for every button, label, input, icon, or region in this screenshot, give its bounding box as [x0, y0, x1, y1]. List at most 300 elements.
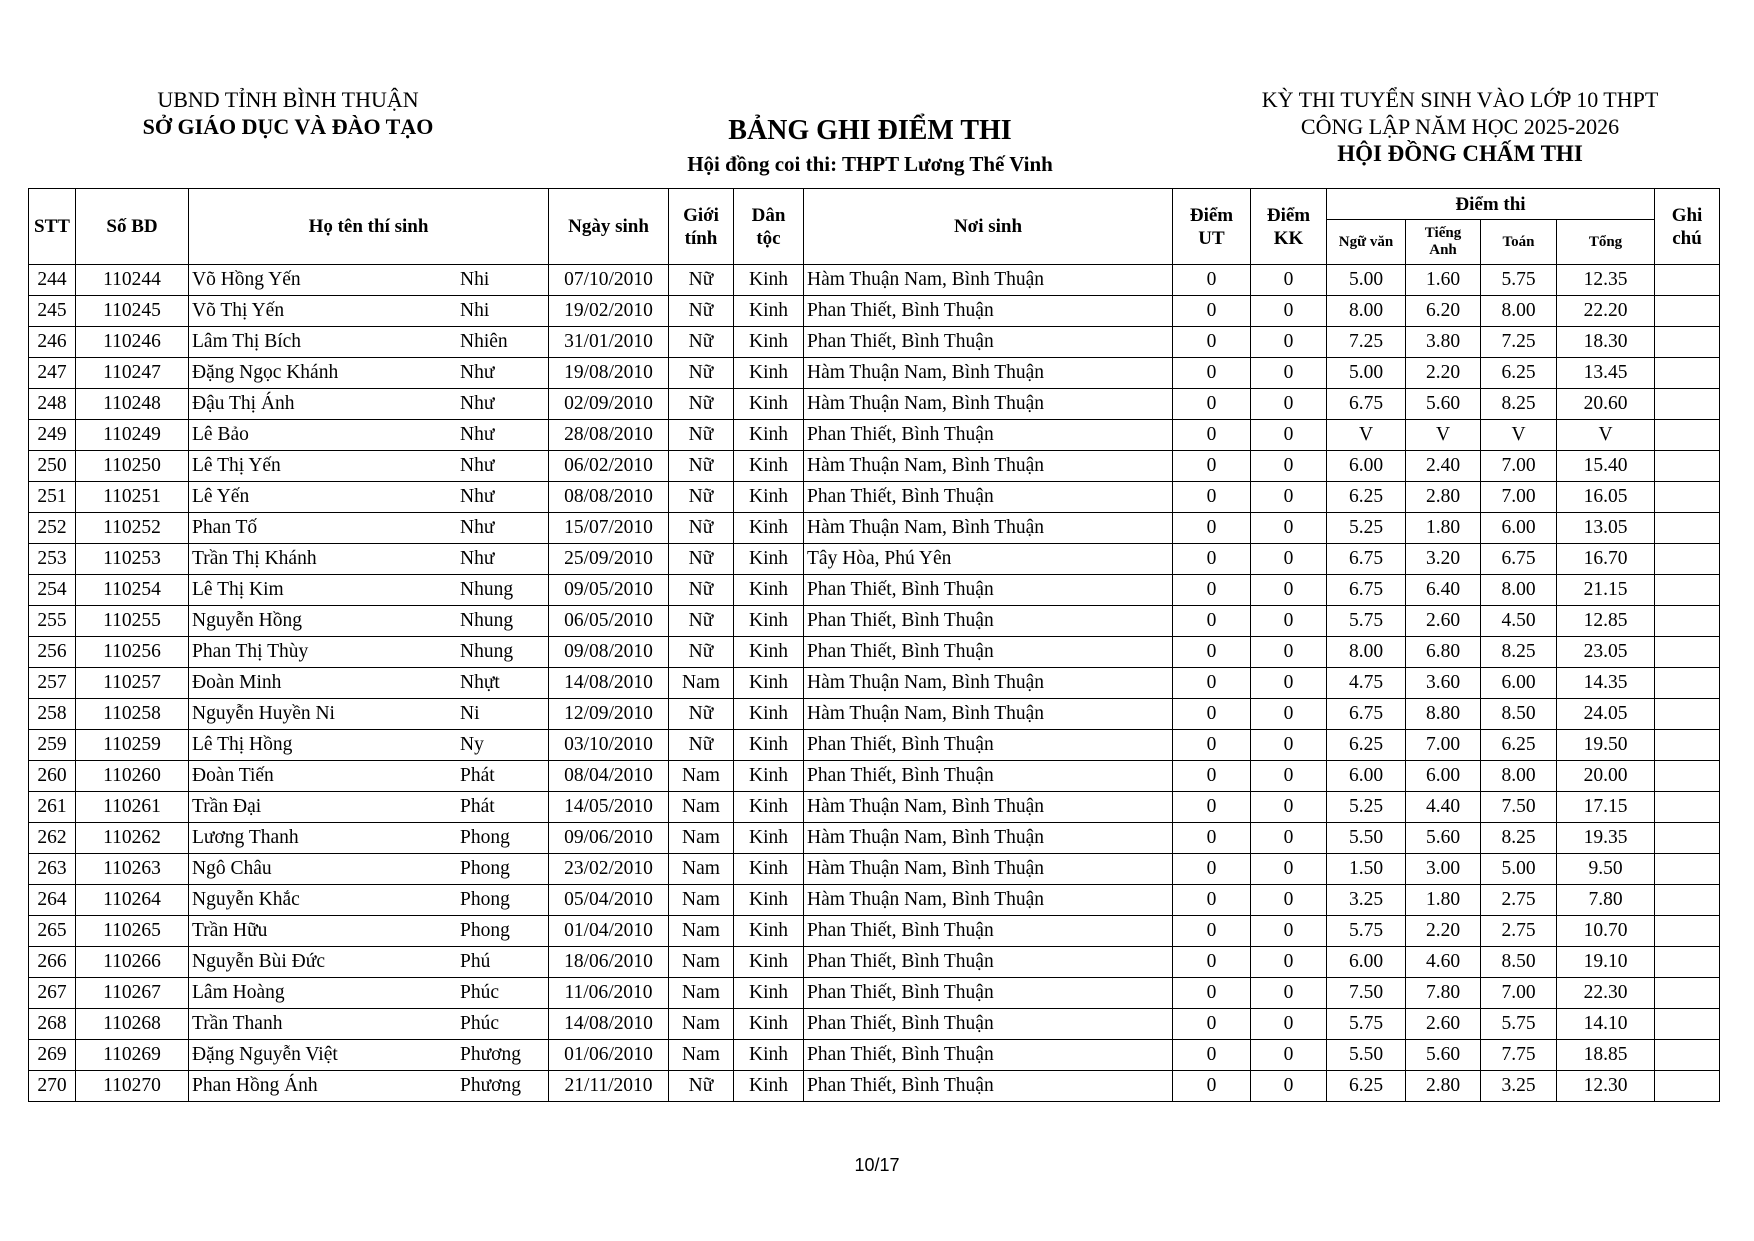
surname-middle: Võ Thị Yến	[192, 300, 285, 321]
cell-gender: Nam	[669, 792, 734, 823]
cell-gender: Nữ	[669, 296, 734, 327]
cell-note	[1655, 606, 1720, 637]
cell-total: 19.35	[1557, 823, 1655, 854]
cell-kk: 0	[1251, 544, 1327, 575]
cell-ethnic: Kinh	[734, 544, 804, 575]
cell-math: 8.50	[1481, 947, 1557, 978]
given-name: Như	[460, 517, 495, 538]
table-row	[29, 327, 1720, 358]
cell-birthplace: Hàm Thuận Nam, Bình Thuận	[804, 854, 1173, 885]
cell-english: 3.60	[1406, 668, 1481, 699]
cell-literature: 6.75	[1327, 575, 1406, 606]
cell-kk: 0	[1251, 358, 1327, 389]
cell-stt: 262	[29, 823, 76, 854]
cell-math: 8.25	[1481, 823, 1557, 854]
cell-birthplace: Hàm Thuận Nam, Bình Thuận	[804, 668, 1173, 699]
cell-total: 15.40	[1557, 451, 1655, 482]
cell-birthplace: Tây Hòa, Phú Yên	[804, 544, 1173, 575]
cell-note	[1655, 327, 1720, 358]
cell-ethnic: Kinh	[734, 947, 804, 978]
col-english: Tiếng Anh	[1406, 220, 1481, 265]
surname-middle: Trần Đại	[192, 796, 262, 817]
table-row	[29, 265, 1720, 296]
cell-math: 6.00	[1481, 513, 1557, 544]
cell-literature: 8.00	[1327, 637, 1406, 668]
cell-birthplace: Phan Thiết, Bình Thuận	[804, 420, 1173, 451]
cell-english: 5.60	[1406, 1040, 1481, 1071]
col-total: Tổng	[1557, 220, 1655, 265]
cell-dob: 09/08/2010	[549, 637, 669, 668]
cell-note	[1655, 544, 1720, 575]
cell-ut: 0	[1173, 296, 1251, 327]
cell-dob: 09/06/2010	[549, 823, 669, 854]
cell-gender: Nữ	[669, 1071, 734, 1102]
surname-middle: Lâm Hoàng	[192, 982, 285, 1003]
cell-name	[189, 575, 549, 606]
cell-note	[1655, 265, 1720, 296]
cell-math: 8.00	[1481, 296, 1557, 327]
cell-kk: 0	[1251, 482, 1327, 513]
cell-math: 8.00	[1481, 761, 1557, 792]
cell-ethnic: Kinh	[734, 885, 804, 916]
table-row	[29, 668, 1720, 699]
table-row	[29, 358, 1720, 389]
cell-note	[1655, 389, 1720, 420]
cell-kk: 0	[1251, 699, 1327, 730]
cell-kk: 0	[1251, 389, 1327, 420]
cell-total: 14.10	[1557, 1009, 1655, 1040]
cell-sbd: 110259	[76, 730, 189, 761]
cell-total: 17.15	[1557, 792, 1655, 823]
cell-literature: 7.25	[1327, 327, 1406, 358]
col-ut: Điểm UT	[1173, 189, 1251, 265]
cell-sbd: 110267	[76, 978, 189, 1009]
cell-gender: Nữ	[669, 699, 734, 730]
table-row	[29, 575, 1720, 606]
cell-note	[1655, 1040, 1720, 1071]
cell-ut: 0	[1173, 482, 1251, 513]
cell-stt: 267	[29, 978, 76, 1009]
cell-birthplace: Phan Thiết, Bình Thuận	[804, 327, 1173, 358]
exam-name-line-2: CÔNG LẬP NĂM HỌC 2025-2026	[1300, 114, 1620, 139]
given-name: Phong	[460, 827, 510, 848]
cell-ut: 0	[1173, 792, 1251, 823]
cell-ethnic: Kinh	[734, 823, 804, 854]
cell-ethnic: Kinh	[734, 1071, 804, 1102]
cell-birthplace: Hàm Thuận Nam, Bình Thuận	[804, 451, 1173, 482]
cell-english: 2.40	[1406, 451, 1481, 482]
cell-english: 6.80	[1406, 637, 1481, 668]
surname-middle: Lê Bảo	[192, 424, 249, 445]
cell-math: 5.75	[1481, 1009, 1557, 1040]
cell-literature: 5.50	[1327, 1040, 1406, 1071]
cell-total: 12.30	[1557, 1071, 1655, 1102]
surname-middle: Lê Thị Kim	[192, 579, 284, 600]
cell-ut: 0	[1173, 668, 1251, 699]
cell-birthplace: Phan Thiết, Bình Thuận	[804, 947, 1173, 978]
exam-council: Hội đồng coi thi: THPT Lương Thế Vinh	[687, 152, 1053, 176]
cell-kk: 0	[1251, 420, 1327, 451]
cell-total: V	[1557, 420, 1655, 451]
col-scores-group: Điểm thi	[1327, 189, 1655, 220]
cell-stt: 252	[29, 513, 76, 544]
cell-math: 4.50	[1481, 606, 1557, 637]
cell-kk: 0	[1251, 451, 1327, 482]
cell-literature: 5.00	[1327, 358, 1406, 389]
cell-english: 7.80	[1406, 978, 1481, 1009]
cell-math: 6.25	[1481, 730, 1557, 761]
cell-kk: 0	[1251, 730, 1327, 761]
col-dob: Ngày sinh	[549, 189, 669, 265]
cell-note	[1655, 637, 1720, 668]
cell-literature: 8.00	[1327, 296, 1406, 327]
cell-sbd: 110250	[76, 451, 189, 482]
cell-english: 1.80	[1406, 513, 1481, 544]
cell-english: 2.80	[1406, 482, 1481, 513]
issuing-authority	[118, 86, 458, 140]
cell-stt: 259	[29, 730, 76, 761]
cell-dob: 05/04/2010	[549, 885, 669, 916]
cell-total: 19.50	[1557, 730, 1655, 761]
cell-birthplace: Phan Thiết, Bình Thuận	[804, 916, 1173, 947]
cell-note	[1655, 978, 1720, 1009]
cell-english: 4.60	[1406, 947, 1481, 978]
surname-middle: Phan Thị Thùy	[192, 641, 309, 662]
cell-ethnic: Kinh	[734, 637, 804, 668]
cell-kk: 0	[1251, 606, 1327, 637]
cell-gender: Nữ	[669, 358, 734, 389]
cell-sbd: 110266	[76, 947, 189, 978]
cell-total: 12.85	[1557, 606, 1655, 637]
cell-total: 23.05	[1557, 637, 1655, 668]
cell-sbd: 110244	[76, 265, 189, 296]
table-row	[29, 699, 1720, 730]
cell-ethnic: Kinh	[734, 482, 804, 513]
cell-ut: 0	[1173, 637, 1251, 668]
cell-total: 21.15	[1557, 575, 1655, 606]
given-name: Ni	[460, 703, 480, 724]
cell-name	[189, 544, 549, 575]
cell-sbd: 110268	[76, 1009, 189, 1040]
cell-literature: 6.75	[1327, 389, 1406, 420]
cell-english: 4.40	[1406, 792, 1481, 823]
cell-gender: Nữ	[669, 265, 734, 296]
cell-kk: 0	[1251, 1071, 1327, 1102]
cell-birthplace: Hàm Thuận Nam, Bình Thuận	[804, 513, 1173, 544]
cell-ethnic: Kinh	[734, 265, 804, 296]
cell-ut: 0	[1173, 699, 1251, 730]
cell-dob: 15/07/2010	[549, 513, 669, 544]
cell-name	[189, 1071, 549, 1102]
cell-gender: Nữ	[669, 482, 734, 513]
cell-name	[189, 761, 549, 792]
col-ethnic: Dân tộc	[734, 189, 804, 265]
cell-ut: 0	[1173, 978, 1251, 1009]
cell-kk: 0	[1251, 885, 1327, 916]
col-name: Họ tên thí sinh	[189, 189, 549, 265]
cell-math: 7.50	[1481, 792, 1557, 823]
cell-birthplace: Hàm Thuận Nam, Bình Thuận	[804, 699, 1173, 730]
cell-dob: 11/06/2010	[549, 978, 669, 1009]
cell-gender: Nữ	[669, 420, 734, 451]
cell-dob: 08/08/2010	[549, 482, 669, 513]
cell-name	[189, 792, 549, 823]
table-row	[29, 1040, 1720, 1071]
surname-middle: Lương Thanh	[192, 827, 299, 848]
surname-middle: Võ Hồng Yến	[192, 269, 301, 290]
surname-middle: Lê Thị Hồng	[192, 734, 293, 755]
cell-sbd: 110254	[76, 575, 189, 606]
cell-dob: 08/04/2010	[549, 761, 669, 792]
given-name: Như	[460, 393, 495, 414]
cell-literature: 5.75	[1327, 1009, 1406, 1040]
given-name: Phú	[460, 951, 491, 972]
cell-sbd: 110269	[76, 1040, 189, 1071]
cell-stt: 261	[29, 792, 76, 823]
cell-gender: Nam	[669, 885, 734, 916]
given-name: Phương	[460, 1075, 521, 1096]
cell-name	[189, 978, 549, 1009]
cell-total: 20.60	[1557, 389, 1655, 420]
cell-ethnic: Kinh	[734, 327, 804, 358]
cell-ut: 0	[1173, 389, 1251, 420]
table-body	[29, 265, 1720, 1102]
cell-dob: 25/09/2010	[549, 544, 669, 575]
table-row	[29, 544, 1720, 575]
cell-ethnic: Kinh	[734, 978, 804, 1009]
cell-note	[1655, 854, 1720, 885]
cell-kk: 0	[1251, 947, 1327, 978]
cell-sbd: 110248	[76, 389, 189, 420]
cell-sbd: 110256	[76, 637, 189, 668]
cell-literature: 1.50	[1327, 854, 1406, 885]
cell-dob: 14/05/2010	[549, 792, 669, 823]
given-name: Phong	[460, 858, 510, 879]
cell-ut: 0	[1173, 1040, 1251, 1071]
cell-note	[1655, 1009, 1720, 1040]
cell-english: 6.00	[1406, 761, 1481, 792]
table-row	[29, 606, 1720, 637]
table-row	[29, 885, 1720, 916]
cell-dob: 19/08/2010	[549, 358, 669, 389]
given-name: Nhi	[460, 300, 490, 321]
cell-name	[189, 947, 549, 978]
cell-math: 2.75	[1481, 885, 1557, 916]
cell-name	[189, 606, 549, 637]
cell-math: 5.00	[1481, 854, 1557, 885]
cell-stt: 255	[29, 606, 76, 637]
given-name: Nhựt	[460, 672, 500, 693]
cell-literature: 6.25	[1327, 482, 1406, 513]
exam-info	[1200, 86, 1720, 167]
cell-kk: 0	[1251, 265, 1327, 296]
cell-name	[189, 513, 549, 544]
cell-english: 8.80	[1406, 699, 1481, 730]
table-row	[29, 637, 1720, 668]
cell-gender: Nam	[669, 823, 734, 854]
cell-dob: 14/08/2010	[549, 1009, 669, 1040]
cell-literature: 5.75	[1327, 916, 1406, 947]
col-gender: Giới tính	[669, 189, 734, 265]
cell-sbd: 110249	[76, 420, 189, 451]
cell-stt: 258	[29, 699, 76, 730]
col-literature: Ngữ văn	[1327, 220, 1406, 265]
cell-gender: Nữ	[669, 575, 734, 606]
surname-middle: Phan Tố	[192, 517, 258, 538]
cell-note	[1655, 916, 1720, 947]
cell-english: 1.80	[1406, 885, 1481, 916]
cell-ut: 0	[1173, 327, 1251, 358]
table-row	[29, 916, 1720, 947]
cell-note	[1655, 451, 1720, 482]
authority-line-1: UBND TỈNH BÌNH THUẬN	[157, 87, 419, 112]
cell-english: 3.80	[1406, 327, 1481, 358]
cell-stt: 247	[29, 358, 76, 389]
cell-name	[189, 823, 549, 854]
given-name: Nhung	[460, 579, 514, 600]
cell-note	[1655, 947, 1720, 978]
cell-gender: Nam	[669, 1009, 734, 1040]
cell-birthplace: Phan Thiết, Bình Thuận	[804, 606, 1173, 637]
cell-literature: 5.25	[1327, 792, 1406, 823]
cell-ut: 0	[1173, 606, 1251, 637]
cell-english: 1.60	[1406, 265, 1481, 296]
cell-stt: 264	[29, 885, 76, 916]
col-math: Toán	[1481, 220, 1557, 265]
cell-ethnic: Kinh	[734, 296, 804, 327]
cell-dob: 18/06/2010	[549, 947, 669, 978]
cell-birthplace: Hàm Thuận Nam, Bình Thuận	[804, 885, 1173, 916]
cell-gender: Nữ	[669, 513, 734, 544]
surname-middle: Nguyễn Huyền Ni	[192, 703, 335, 724]
cell-ut: 0	[1173, 885, 1251, 916]
given-name: Nhung	[460, 610, 514, 631]
cell-total: 16.70	[1557, 544, 1655, 575]
cell-name	[189, 296, 549, 327]
cell-dob: 14/08/2010	[549, 668, 669, 699]
cell-name	[189, 451, 549, 482]
cell-kk: 0	[1251, 978, 1327, 1009]
cell-name	[189, 699, 549, 730]
table-row	[29, 420, 1720, 451]
surname-middle: Nguyễn Hồng	[192, 610, 302, 631]
cell-literature: 6.75	[1327, 699, 1406, 730]
cell-note	[1655, 420, 1720, 451]
cell-kk: 0	[1251, 575, 1327, 606]
cell-note	[1655, 1071, 1720, 1102]
given-name: Như	[460, 455, 495, 476]
cell-kk: 0	[1251, 854, 1327, 885]
cell-sbd: 110253	[76, 544, 189, 575]
surname-middle: Phan Hồng Ánh	[192, 1075, 318, 1096]
cell-ethnic: Kinh	[734, 1040, 804, 1071]
cell-english: 6.40	[1406, 575, 1481, 606]
surname-middle: Đoàn Minh	[192, 672, 282, 693]
cell-literature: 6.00	[1327, 761, 1406, 792]
cell-dob: 28/08/2010	[549, 420, 669, 451]
cell-total: 19.10	[1557, 947, 1655, 978]
cell-ethnic: Kinh	[734, 575, 804, 606]
cell-sbd: 110264	[76, 885, 189, 916]
cell-math: 2.75	[1481, 916, 1557, 947]
cell-english: 2.20	[1406, 358, 1481, 389]
cell-english: V	[1406, 420, 1481, 451]
cell-dob: 09/05/2010	[549, 575, 669, 606]
cell-literature: 7.50	[1327, 978, 1406, 1009]
given-name: Như	[460, 362, 495, 383]
cell-total: 10.70	[1557, 916, 1655, 947]
cell-ethnic: Kinh	[734, 668, 804, 699]
surname-middle: Nguyễn Bùi Đức	[192, 951, 325, 972]
cell-math: 7.75	[1481, 1040, 1557, 1071]
surname-middle: Nguyễn Khắc	[192, 889, 300, 910]
cell-kk: 0	[1251, 637, 1327, 668]
cell-dob: 02/09/2010	[549, 389, 669, 420]
table-row	[29, 792, 1720, 823]
cell-stt: 253	[29, 544, 76, 575]
cell-name	[189, 1040, 549, 1071]
cell-ut: 0	[1173, 916, 1251, 947]
cell-total: 13.45	[1557, 358, 1655, 389]
table-row	[29, 482, 1720, 513]
cell-kk: 0	[1251, 1009, 1327, 1040]
cell-birthplace: Phan Thiết, Bình Thuận	[804, 730, 1173, 761]
table-row	[29, 1071, 1720, 1102]
given-name: Nhiên	[460, 331, 508, 352]
cell-literature: 3.25	[1327, 885, 1406, 916]
cell-sbd: 110246	[76, 327, 189, 358]
cell-stt: 249	[29, 420, 76, 451]
cell-kk: 0	[1251, 761, 1327, 792]
cell-gender: Nữ	[669, 730, 734, 761]
surname-middle: Đoàn Tiến	[192, 765, 274, 786]
cell-dob: 21/11/2010	[549, 1071, 669, 1102]
cell-name	[189, 854, 549, 885]
surname-middle: Lê Thị Yến	[192, 455, 281, 476]
cell-gender: Nam	[669, 668, 734, 699]
cell-birthplace: Hàm Thuận Nam, Bình Thuận	[804, 265, 1173, 296]
cell-name	[189, 668, 549, 699]
cell-sbd: 110245	[76, 296, 189, 327]
cell-name	[189, 482, 549, 513]
cell-literature: 6.75	[1327, 544, 1406, 575]
cell-ut: 0	[1173, 1009, 1251, 1040]
cell-stt: 244	[29, 265, 76, 296]
cell-note	[1655, 699, 1720, 730]
cell-english: 5.60	[1406, 389, 1481, 420]
cell-gender: Nữ	[669, 637, 734, 668]
cell-literature: 5.75	[1327, 606, 1406, 637]
cell-dob: 06/05/2010	[549, 606, 669, 637]
cell-math: 7.00	[1481, 482, 1557, 513]
cell-kk: 0	[1251, 823, 1327, 854]
cell-gender: Nam	[669, 978, 734, 1009]
cell-gender: Nữ	[669, 544, 734, 575]
surname-middle: Đậu Thị Ánh	[192, 393, 295, 414]
cell-note	[1655, 482, 1720, 513]
cell-ut: 0	[1173, 265, 1251, 296]
cell-sbd: 110255	[76, 606, 189, 637]
col-stt: STT	[29, 189, 76, 265]
cell-sbd: 110247	[76, 358, 189, 389]
cell-name	[189, 265, 549, 296]
table-row	[29, 761, 1720, 792]
cell-gender: Nam	[669, 947, 734, 978]
cell-stt: 254	[29, 575, 76, 606]
given-name: Như	[460, 424, 495, 445]
cell-ethnic: Kinh	[734, 761, 804, 792]
cell-sbd: 110252	[76, 513, 189, 544]
